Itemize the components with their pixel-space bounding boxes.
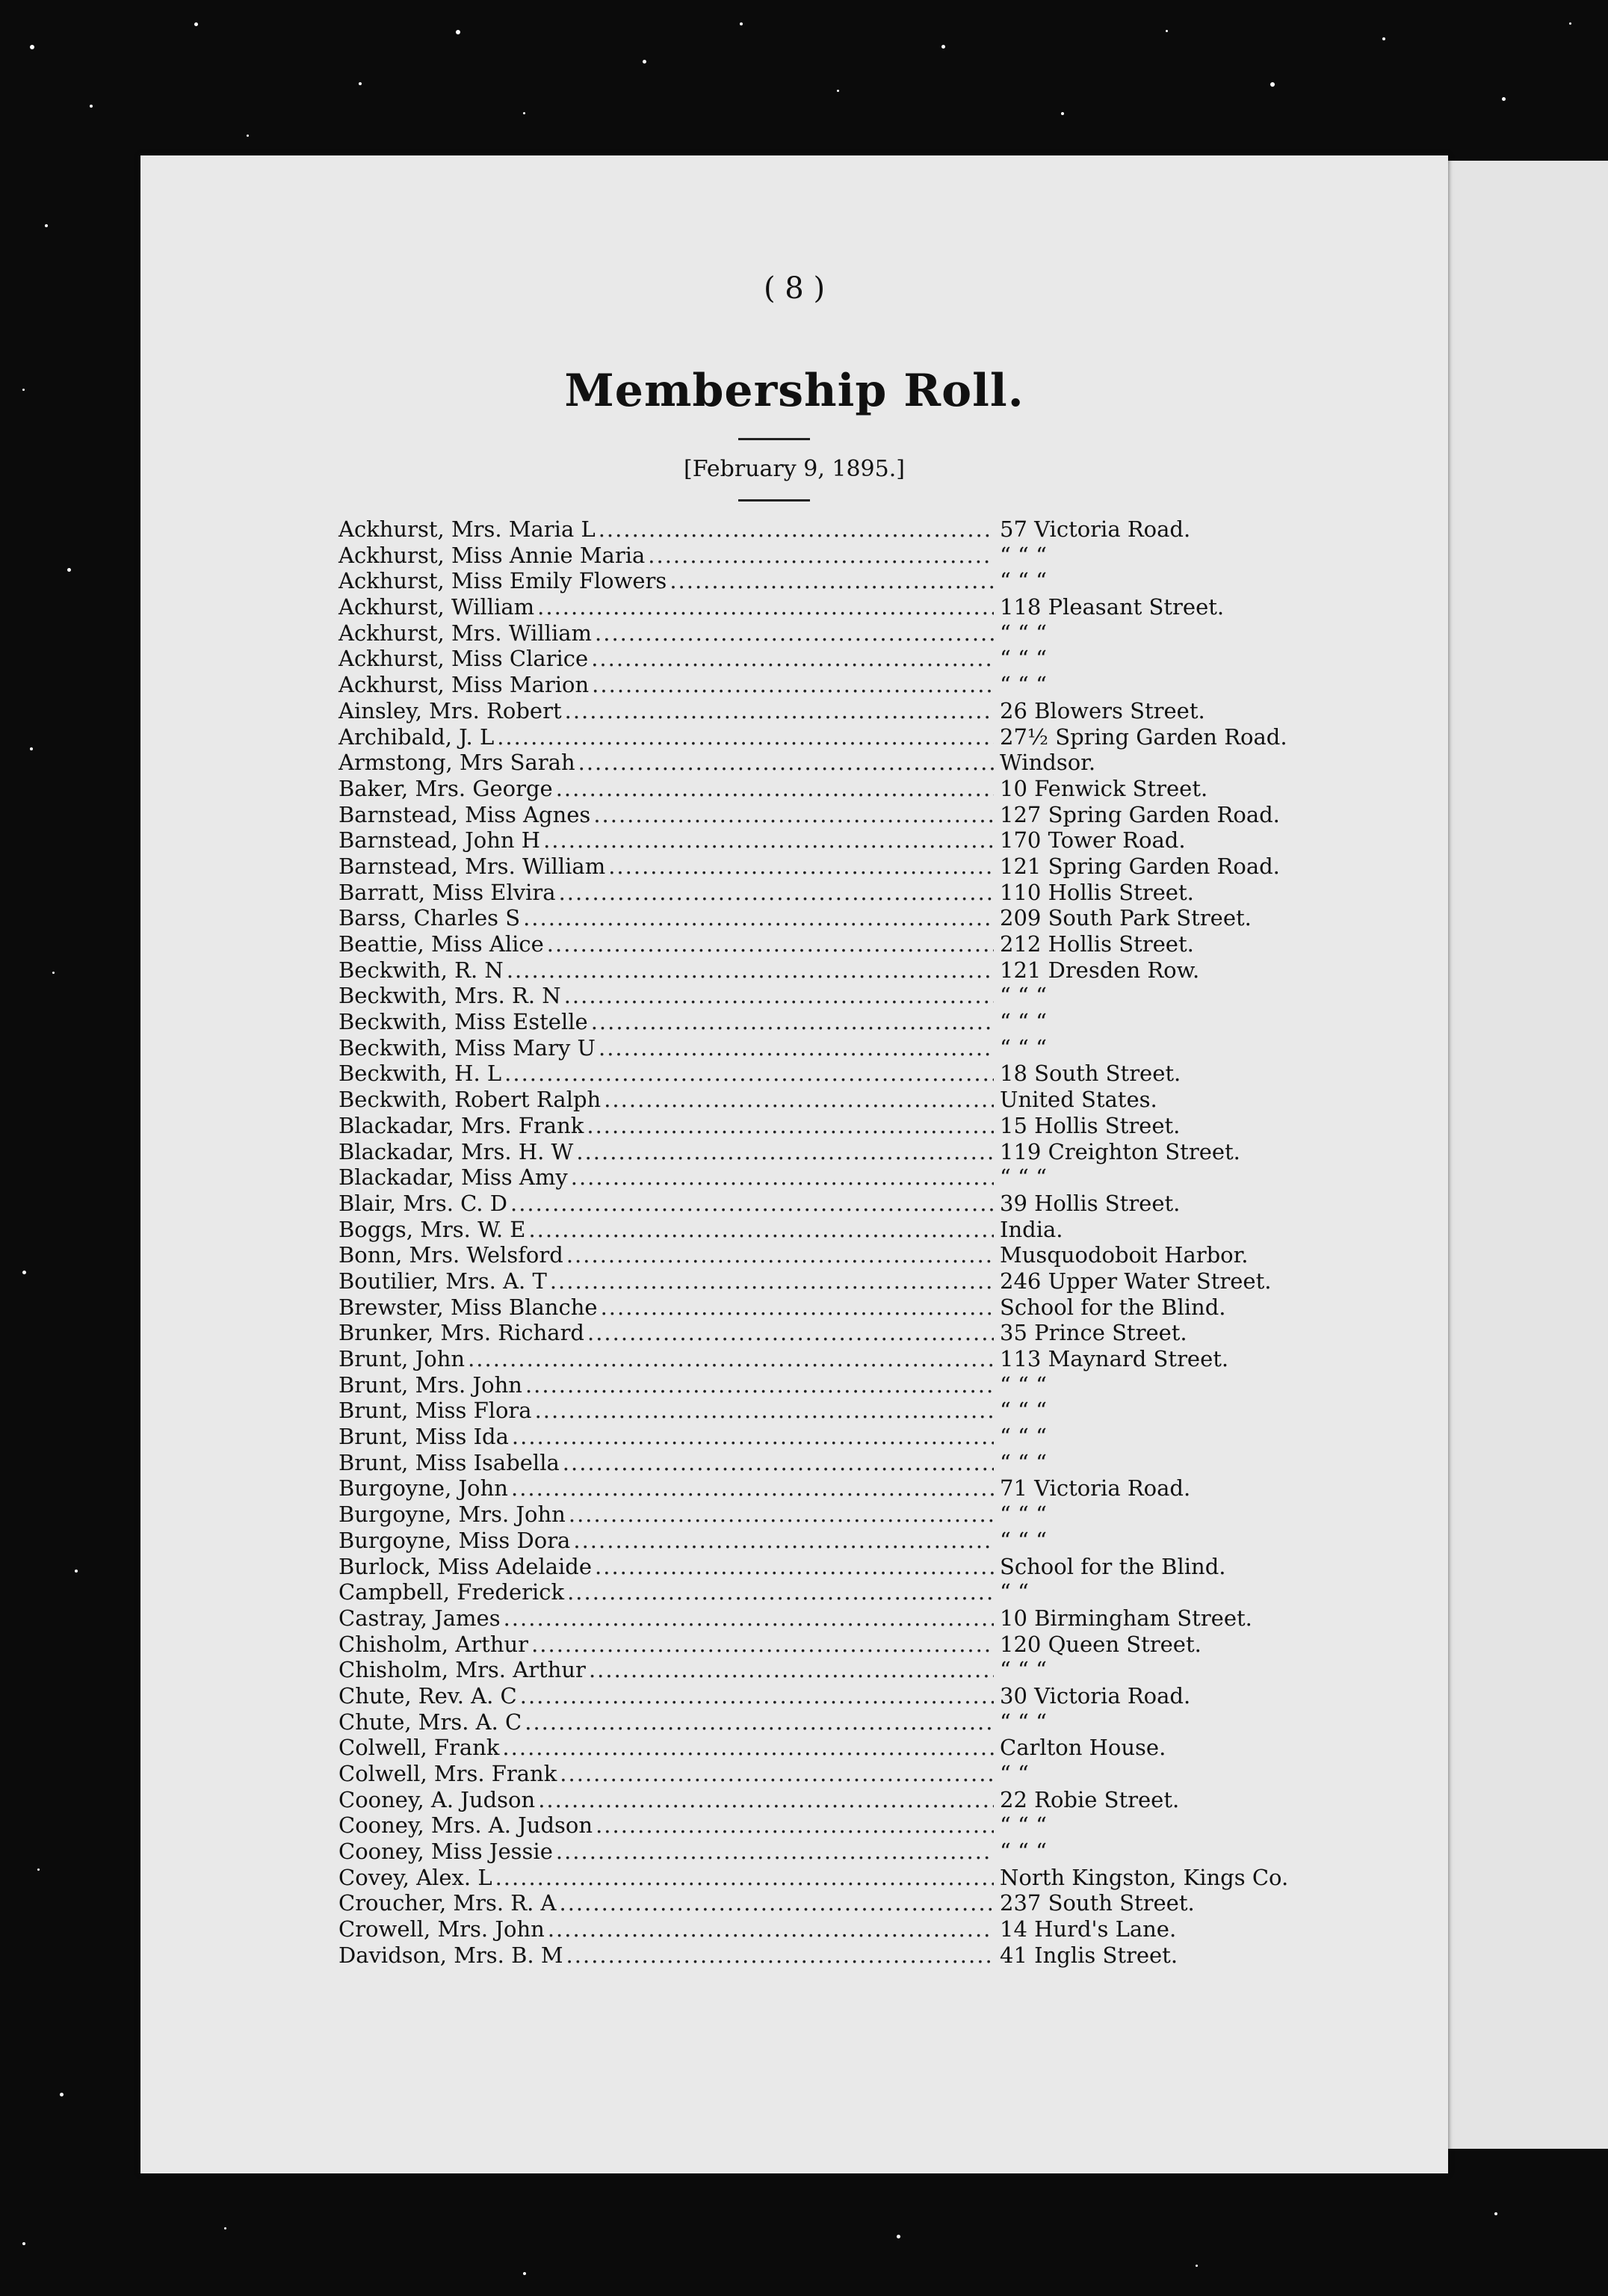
list-item [338,620,1377,646]
member-name: Campbell, Frederick [338,1579,565,1605]
list-item [338,1761,1377,1787]
list-item [338,1424,1377,1450]
member-address: 26 Blowers Street. [1000,697,1205,723]
dust-speck [247,135,249,137]
member-name: Davidson, Mrs. B. M [338,1942,563,1968]
list-item [338,1398,1377,1424]
member-name: Beckwith, Miss Mary U [338,1034,596,1061]
list-item [338,1475,1377,1502]
dust-speck [1166,30,1168,32]
member-name: Chisholm, Mrs. Arthur [338,1657,586,1683]
dot-leader [608,854,994,880]
dot-leader [523,905,994,931]
member-address: North Kingston, Kings Co. [1000,1864,1289,1890]
dust-speck [45,224,48,227]
list-item [338,1139,1377,1165]
dot-leader [497,724,994,750]
page-number: ( 8 ) [763,271,826,306]
roll-date: [February 9, 1895.] [684,456,905,482]
dot-leader [550,1268,994,1294]
list-item [338,698,1377,724]
list-item [338,1709,1377,1735]
member-name: Burlock, Miss Adelaide [338,1553,593,1579]
list-item [338,568,1377,594]
member-address: 110 Hollis Street. [1000,879,1194,905]
member-address: “ “ “ [1000,1527,1047,1553]
list-item [338,1890,1377,1916]
dust-speck [941,45,945,49]
list-item [338,1528,1377,1554]
dust-speck [52,972,55,974]
list-item [338,1320,1377,1346]
dust-speck [897,2235,900,2238]
member-address: “ “ “ [1000,672,1047,698]
member-address: 27½ Spring Garden Road. [1000,723,1287,750]
list-item [338,543,1377,569]
dot-leader [495,1865,994,1891]
member-name: Cooney, A. Judson [338,1786,536,1812]
dot-leader [525,1372,994,1398]
member-address: “ “ [1000,1579,1029,1605]
list-item [338,1683,1377,1709]
member-address: “ “ “ [1000,1371,1047,1398]
member-address: 39 Hollis Street. [1000,1190,1181,1216]
dot-leader [566,1942,994,1969]
member-address: Musquodoboit Harbor. [1000,1242,1249,1268]
member-address: 15 Hollis Street. [1000,1112,1181,1138]
list-item [338,1735,1377,1761]
dot-leader [556,1839,994,1865]
member-name: Ackhurst, Mrs. Maria L [338,516,596,542]
list-item [338,1450,1377,1476]
member-address: 120 Queen Street. [1000,1631,1202,1657]
dot-leader [560,1761,994,1787]
dot-leader [511,1475,994,1502]
list-item [338,827,1377,854]
member-address: 170 Tower Road. [1000,827,1186,854]
dot-leader [525,1709,994,1735]
dot-leader [520,1683,994,1709]
dust-speck [837,90,839,92]
member-address: “ “ “ [1000,983,1047,1009]
list-item [338,1502,1377,1528]
list-item [338,750,1377,776]
dot-leader [559,1890,994,1916]
member-name: Armstong, Mrs Sarah [338,750,575,776]
dust-speck [224,2227,226,2229]
page-title: Membership Roll. [564,365,1024,417]
dust-speck [1196,2265,1198,2267]
dust-speck [90,105,93,108]
dot-leader [595,620,994,646]
dot-leader [538,1787,994,1813]
dot-leader [670,568,994,594]
member-name: Colwell, Mrs. Frank [338,1761,557,1786]
dot-leader [556,776,994,802]
dot-leader [535,1398,994,1424]
dot-leader [587,1320,994,1346]
list-item [338,1191,1377,1217]
member-address: “ “ “ [1000,1839,1047,1865]
dust-speck [1502,97,1506,101]
member-address: “ “ “ [1000,620,1047,646]
dot-leader [559,880,994,906]
member-address: 71 Victoria Road. [1000,1475,1191,1502]
list-item [338,1579,1377,1605]
dot-leader [547,931,994,957]
member-name: Burgoyne, Mrs. John [338,1502,566,1528]
dot-leader [576,1139,994,1165]
dot-leader [569,1502,994,1528]
member-name: Colwell, Frank [338,1735,500,1761]
member-name: Brunt, Miss Ida [338,1424,509,1450]
dust-speck [456,30,460,34]
list-item [338,957,1377,984]
member-name: Brunt, Miss Flora [338,1398,532,1424]
dust-speck [523,112,525,114]
list-item [338,646,1377,672]
member-name: Brunker, Mrs. Richard [338,1320,584,1346]
dot-leader [591,646,994,672]
member-address: “ “ [1000,1761,1029,1786]
list-item [338,1242,1377,1268]
member-address: “ “ “ [1000,1502,1047,1528]
member-name: Beckwith, H. L [338,1061,502,1087]
list-item [338,594,1377,620]
member-address: 14 Hurd's Lane. [1000,1916,1177,1942]
dust-speck [67,568,71,572]
dot-leader [563,1450,994,1476]
list-item [338,516,1377,543]
member-name: Ackhurst, Miss Marion [338,672,590,698]
member-address: “ “ “ [1000,1812,1047,1839]
member-name: Covey, Alex. L [338,1864,492,1890]
dot-leader [528,1217,994,1243]
member-name: Brunt, John [338,1346,466,1371]
member-name: Bonn, Mrs. Welsford [338,1242,563,1268]
member-address: India. [1000,1216,1063,1242]
member-name: Cooney, Miss Jessie [338,1839,553,1865]
dot-leader [564,983,994,1009]
dot-leader [510,1191,994,1217]
dot-leader [593,802,994,828]
member-address: 10 Fenwick Street. [1000,775,1208,801]
member-address: 209 South Park Street. [1000,905,1252,931]
member-name: Blackadar, Mrs. H. W [338,1138,574,1164]
member-address: 246 Upper Water Street. [1000,1268,1272,1294]
member-address: 18 South Street. [1000,1061,1181,1087]
dot-leader [599,1035,994,1061]
member-address: 127 Spring Garden Road. [1000,801,1280,827]
dust-speck [1494,2212,1497,2215]
member-address: 118 Pleasant Street. [1000,594,1225,620]
list-item [338,1346,1377,1372]
dot-leader [592,672,994,698]
list-item [338,1657,1377,1683]
member-address: 119 Creighton Street. [1000,1138,1240,1164]
member-name: Boutilier, Mrs. A. T [338,1268,547,1294]
dot-leader [648,543,994,569]
member-address: “ “ “ [1000,1709,1047,1735]
dot-leader [565,698,994,724]
title-rule-bottom [738,499,810,502]
member-name: Blackadar, Mrs. Frank [338,1112,584,1138]
list-item [338,1839,1377,1865]
member-address: 113 Maynard Street. [1000,1346,1229,1371]
list-item [338,1605,1377,1632]
list-item [338,1812,1377,1839]
member-name: Ackhurst, Miss Emily Flowers [338,568,667,594]
member-name: Chute, Mrs. A. C [338,1709,522,1735]
member-name: Cooney, Mrs. A. Judson [338,1812,593,1839]
dust-speck [523,2272,526,2275]
dot-leader [468,1346,994,1372]
document-page [140,155,1448,2173]
dust-speck [22,2242,25,2245]
member-name: Crowell, Mrs. John [338,1916,545,1942]
dot-leader [596,1812,994,1839]
dot-leader [531,1632,994,1658]
dust-speck [359,82,362,85]
member-name: Ackhurst, Mrs. William [338,620,593,646]
member-address: “ “ “ [1000,568,1047,594]
dot-leader [504,1605,994,1632]
list-item [338,1294,1377,1321]
member-name: Beckwith, Miss Estelle [338,1009,588,1035]
dust-speck [22,389,25,391]
member-address: 121 Dresden Row. [1000,957,1200,983]
dot-leader [599,516,994,543]
member-address: “ “ “ [1000,1424,1047,1450]
dot-leader [566,1242,994,1268]
list-item [338,931,1377,957]
list-item [338,1061,1377,1087]
list-item [338,1787,1377,1813]
member-name: Burgoyne, John [338,1475,508,1502]
list-item [338,1009,1377,1035]
list-item [338,880,1377,906]
member-name: Brunt, Miss Isabella [338,1449,560,1475]
member-name: Chisholm, Arthur [338,1631,529,1657]
member-name: Croucher, Mrs. R. A [338,1890,557,1916]
list-item [338,1268,1377,1294]
member-address: 22 Robie Street. [1000,1786,1180,1812]
membership-list [338,516,1377,1969]
member-address: “ “ “ [1000,1398,1047,1424]
member-name: Brunt, Mrs. John [338,1371,522,1398]
member-address: Carlton House. [1000,1735,1166,1761]
dust-speck [643,60,646,64]
list-item [338,854,1377,880]
member-name: Chute, Rev. A. C [338,1682,517,1709]
dust-speck [1270,82,1275,87]
member-address: 237 South Street. [1000,1890,1195,1916]
member-name: Beckwith, R. N [338,957,504,983]
list-item [338,724,1377,750]
dust-speck [740,22,743,25]
dust-speck [1569,22,1571,25]
list-item [338,983,1377,1009]
list-item [338,905,1377,931]
dust-speck [75,1570,78,1573]
dot-leader [507,957,994,984]
member-address: 212 Hollis Street. [1000,931,1194,957]
member-address: “ “ “ [1000,1164,1047,1191]
member-name: Beckwith, Robert Ralph [338,1087,602,1113]
member-name: Beattie, Miss Alice [338,931,544,957]
member-name: Ainsley, Mrs. Robert [338,697,562,723]
dot-leader [512,1424,994,1450]
member-address: Windsor. [1000,750,1096,776]
member-name: Archibald, J. L [338,723,495,750]
member-name: Baker, Mrs. George [338,775,553,801]
list-item [338,1113,1377,1139]
dot-leader [502,1735,994,1761]
member-address: 121 Spring Garden Road. [1000,853,1280,879]
member-name: Barss, Charles S [338,905,521,931]
dot-leader [578,750,994,776]
dust-speck [194,22,198,26]
member-name: Boggs, Mrs. W. E [338,1216,526,1242]
list-item [338,1632,1377,1658]
member-address: 57 Victoria Road. [1000,516,1191,542]
dot-leader [601,1294,994,1321]
member-address: “ “ “ [1000,1657,1047,1683]
member-name: Ackhurst, Miss Annie Maria [338,542,646,568]
dust-speck [1382,37,1385,40]
list-item [338,1372,1377,1398]
member-name: Barratt, Miss Elvira [338,879,556,905]
list-item [338,1035,1377,1061]
member-name: Blackadar, Miss Amy [338,1164,568,1191]
member-address: “ “ “ [1000,646,1047,672]
list-item [338,776,1377,802]
member-name: Barnstead, Miss Agnes [338,801,591,827]
list-item [338,1217,1377,1243]
dot-leader [543,827,994,854]
member-name: Barnstead, Mrs. William [338,853,606,879]
member-address: 35 Prince Street. [1000,1320,1187,1346]
dust-speck [22,1271,26,1274]
member-name: Ackhurst, Miss Clarice [338,646,589,672]
list-item [338,1916,1377,1942]
list-item [338,1865,1377,1891]
dust-speck [30,45,34,49]
dust-speck [37,1868,40,1871]
member-address: “ “ “ [1000,542,1047,568]
dot-leader [587,1113,994,1139]
dot-leader [504,1061,994,1087]
list-item [338,1554,1377,1580]
dot-leader [567,1579,994,1605]
list-item [338,802,1377,828]
dot-leader [537,594,994,620]
member-address: “ “ “ [1000,1034,1047,1061]
member-name: Blair, Mrs. C. D [338,1190,507,1216]
dust-speck [1061,112,1064,115]
dust-speck [30,747,33,750]
member-address: 41 Inglis Street. [1000,1942,1178,1968]
member-address: 10 Birmingham Street. [1000,1605,1252,1631]
member-address: School for the Blind. [1000,1294,1226,1320]
list-item [338,1164,1377,1191]
dust-speck [60,2093,64,2096]
title-rule-top [738,438,810,440]
dot-leader [604,1087,994,1113]
dot-leader [595,1554,994,1580]
member-name: Burgoyne, Miss Dora [338,1527,571,1553]
member-address: United States. [1000,1087,1157,1113]
dot-leader [591,1009,994,1035]
list-item [338,672,1377,698]
list-item [338,1942,1377,1969]
member-name: Ackhurst, William [338,594,535,620]
adjacent-page-edge [1438,161,1608,2149]
member-name: Barnstead, John H [338,827,541,854]
member-address: “ “ “ [1000,1009,1047,1035]
member-address: School for the Blind. [1000,1553,1226,1579]
member-name: Castray, James [338,1605,501,1631]
member-address: 30 Victoria Road. [1000,1682,1191,1709]
list-item [338,1087,1377,1113]
member-name: Beckwith, Mrs. R. N [338,983,561,1009]
member-address: “ “ “ [1000,1449,1047,1475]
dot-leader [571,1164,994,1191]
dot-leader [589,1657,994,1683]
dot-leader [573,1528,994,1554]
dot-leader [548,1916,994,1942]
member-name: Brewster, Miss Blanche [338,1294,598,1320]
